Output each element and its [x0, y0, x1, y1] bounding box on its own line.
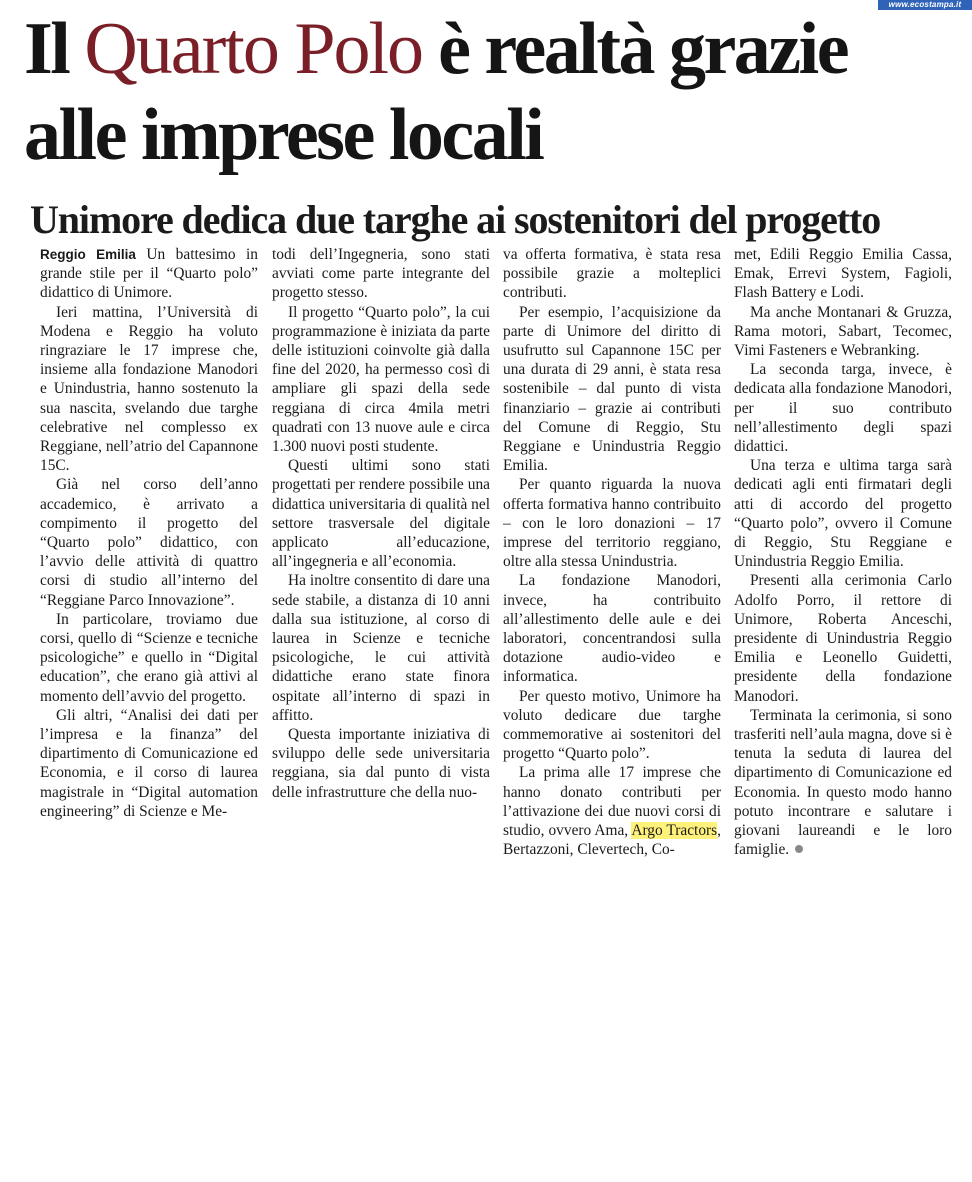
- article-column-3: [503, 245, 721, 860]
- column-paragraph: Ma anche Montanari & Gruzza, Rama motori, Sabart, Tecomec, Vimi Fasteners e Webranking.: [734, 303, 952, 360]
- highlighted-company: Argo Tractors: [631, 822, 718, 840]
- dateline: Reggio Emilia: [40, 247, 136, 262]
- column-paragraph: [734, 706, 952, 860]
- paragraph-text: , Bertazzoni, Clevertech, Co-: [503, 822, 722, 859]
- column-paragraph: Per esempio, l’acquisizione da parte di Unimore del diritto di usufrutto sul Capannone 15C per una durata di 29 anni, è stata resa sostenibile – dal punto di vista finanziario – grazie ai contributi del Comune di Reggio, Stu Reggiane e Unindustria Reggio Emilia.: [503, 303, 721, 475]
- column-paragraph: La fondazione Manodori, invece, ha contribuito all’allestimento delle aule e dei laboratori, concentrandosi sulla dotazione audio-video e informatica.: [503, 572, 721, 686]
- column-paragraph: Per questo motivo, Unimore ha voluto dedicare due targhe commemorative ai sostenitori del progetto “Quarto polo”.: [503, 687, 721, 763]
- headline-part2: è realtà grazie alle imprese locali: [24, 8, 848, 176]
- column-paragraph: Questi ultimi sono stati progettati per rendere possibile una didattica universitaria di qualità nel settore trasversale del digitale applicato all’educazione, all’ingegneria e all’economia.: [272, 457, 490, 571]
- column-paragraph: met, Edili Reggio Emilia Cassa, Emak, Errevi System, Fagioli, Flash Battery e Lodi.: [734, 246, 952, 302]
- source-badge[interactable]: www.ecostampa.it: [878, 0, 972, 10]
- column-paragraph: [503, 763, 721, 859]
- column-paragraph: Il progetto “Quarto polo”, la cui programmazione è iniziata da parte delle istituzioni coinvolte già dalla fine del 2020, ha permesso così di ampliare gli spazi della sede reggiana di circa 4mila metri quadrati con 13 nuove aule e circa 1.300 nuovi posti studente.: [272, 303, 490, 456]
- column-paragraph: [40, 245, 258, 303]
- column-paragraph: Gli altri, “Analisi dei dati per l’impresa e la finanza” del dipartimento di Comunicazione ed Economia, e il corso di laurea magistrale in “Digital automation engineering” di Scienze e Me-: [40, 706, 258, 820]
- article-column-1: [40, 245, 258, 821]
- column-paragraph: La seconda targa, invece, è dedicata alla fondazione Manodori, per il suo contributo nell’allestimento degli spazi didattici.: [734, 361, 952, 456]
- column-paragraph: Ha inoltre consentito di dare una sede stabile, a distanza di 10 anni dalla sua istituzione, al corso di laurea in Scienze e tecniche psicologiche, le cui attività didattiche erano state finora ospitate all’interno di spazi in affitto.: [272, 572, 490, 724]
- column-paragraph: Già nel corso dell’anno accademico, è arrivato a compimento il progetto del “Quarto polo” didattico, con l’avvio delle attività di quattro corsi di studio all’interno del “Reggiane Parco Innovazione”.: [40, 476, 258, 609]
- paragraph-text: Un battesimo in grande stile per il “Quarto polo” didattico di Unimore.: [40, 246, 258, 302]
- column-paragraph: Per quanto riguarda la nuova offerta formativa hanno contribuito – con le loro donazioni – 17 imprese del territorio reggiano, oltre alla stessa Unindustria.: [503, 476, 721, 571]
- end-of-article-dot-icon: [795, 845, 803, 853]
- article-column-4: [734, 245, 952, 860]
- headline-part1: Il: [24, 8, 85, 90]
- headline: [24, 6, 964, 178]
- paragraph-text: La prima alle 17 imprese che hanno donato contributi per l’attivazione dei due nuovi corsi di studio, ovvero Ama,: [503, 764, 721, 840]
- article-column-2: [272, 245, 490, 802]
- column-paragraph: va offerta formativa, è stata resa possibile grazie a molteplici contributi.: [503, 246, 721, 302]
- headline-highlight: Quarto Polo: [84, 8, 423, 90]
- column-paragraph: Questa importante iniziativa di sviluppo delle sede universitaria reggiana, sia dal punto di vista delle infrastrutture che della nuo-: [272, 726, 490, 801]
- column-paragraph: In particolare, troviamo due corsi, quello di “Scienze e tecniche psicologiche” e quello in “Digital education”, che erano già attivi al momento dell’avvio del progetto.: [40, 610, 258, 705]
- column-paragraph: Una terza e ultima targa sarà dedicati agli enti firmatari degli atti di accordo del progetto “Quarto polo”, ovvero il Comune di Reggio, Stu Reggiane e Unindustria Reggio Emilia.: [734, 457, 952, 571]
- paragraph-text: Terminata la cerimonia, si sono trasferiti nell’aula magna, dove si è tenuta la seduta di laurea del dipartimento di Comunicazione ed Economia. In questo modo hanno potuto incontrare e salutare i giovani laureandi e le loro famiglie.: [734, 706, 952, 859]
- subheadline: Unimore dedica due targhe ai sostenitori del progetto: [30, 197, 881, 242]
- column-paragraph: Ieri mattina, l’Università di Modena e Reggio ha voluto ringraziare le 17 imprese che, insieme alla fondazione Manodori e Unindustria, hanno sostenuto la sua nascita, svelando due targhe celebrative nel complesso ex Reggiane, nell’atrio del Capannone 15C.: [40, 303, 258, 475]
- column-paragraph: todi dell’Ingegneria, sono stati avviati come parte integrante del progetto stesso.: [272, 246, 490, 302]
- column-paragraph: Presenti alla cerimonia Carlo Adolfo Porro, il rettore di Unimore, Roberta Anceschi, presidente di Unindustria Reggio Emilia e Leonello Guidetti, presidente della fondazione Manodori.: [734, 572, 952, 705]
